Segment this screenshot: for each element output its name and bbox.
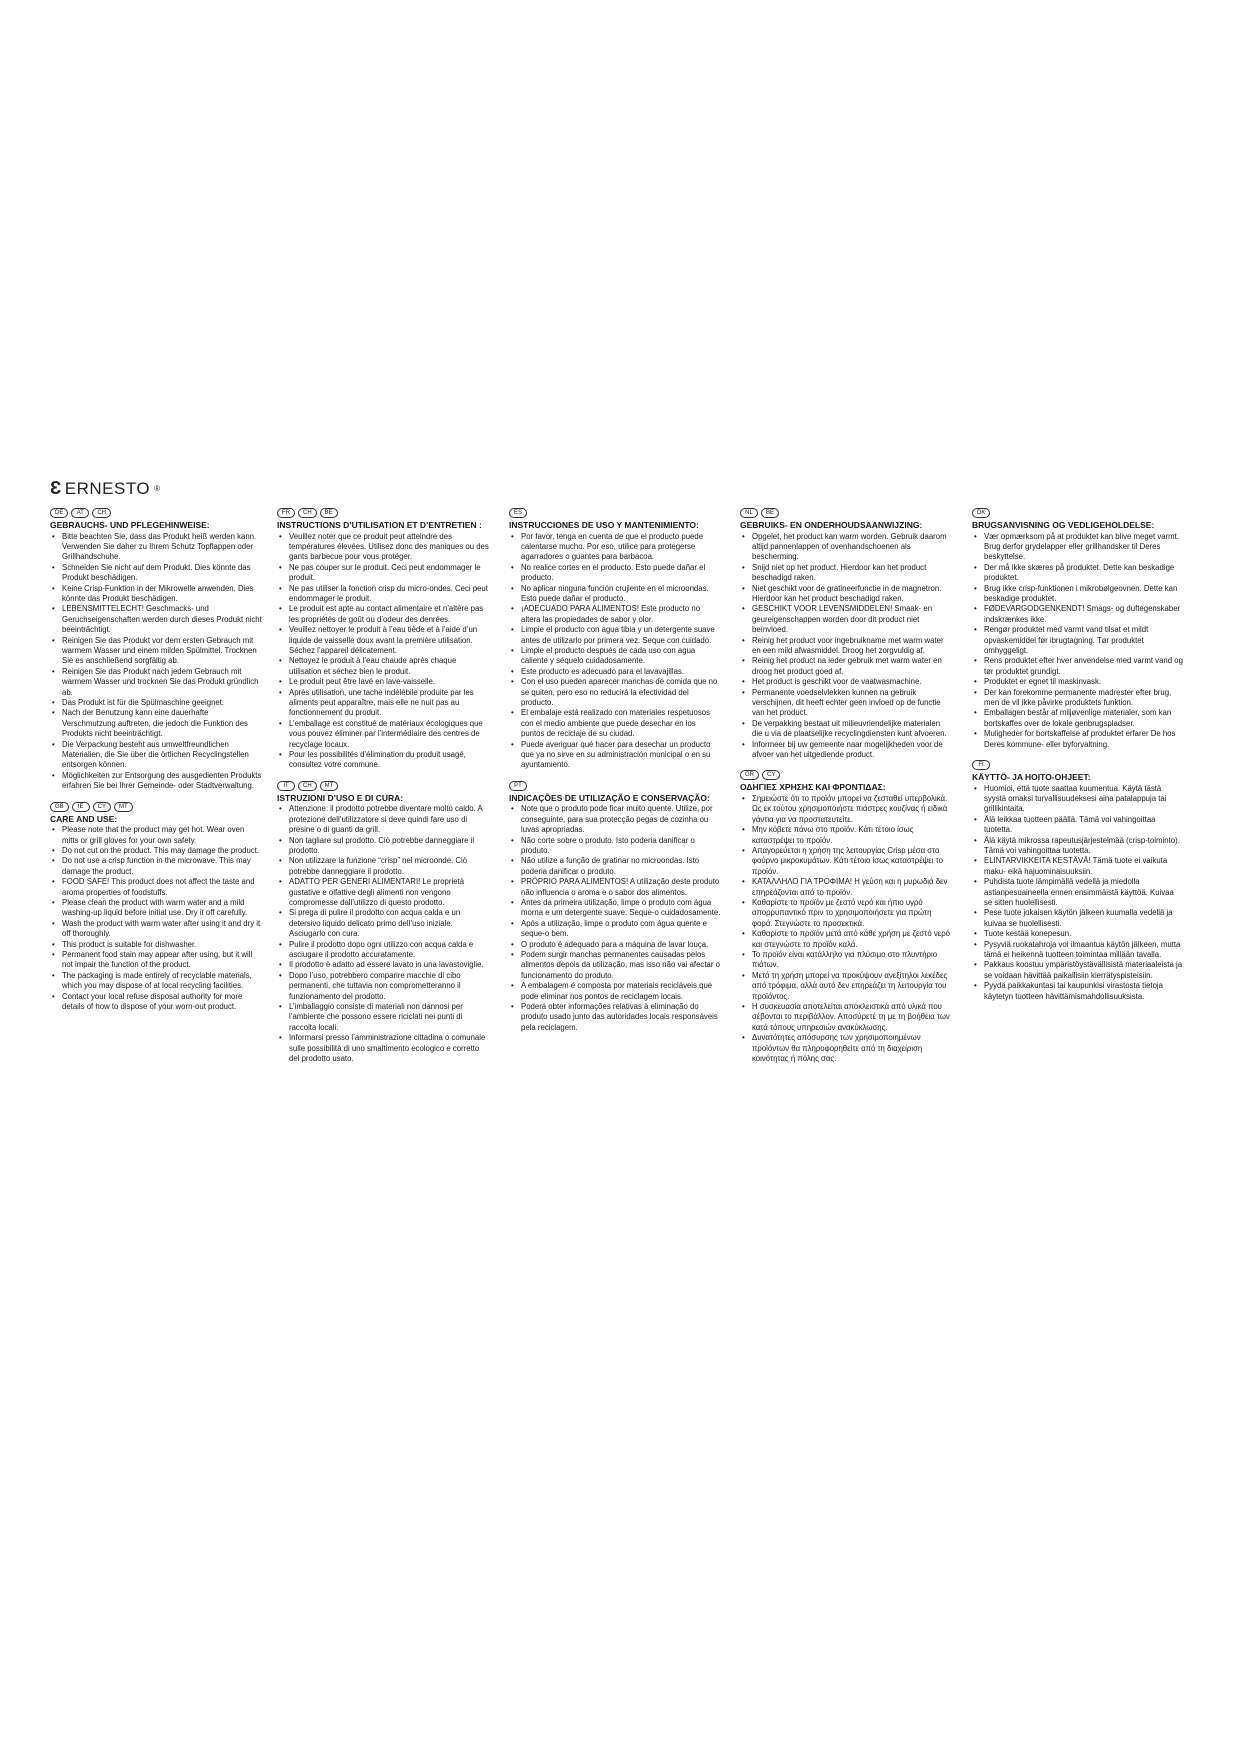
list-item: • Não utilize a função de gratinar no microondas. Isto poderia danificar o produto. (509, 856, 721, 877)
list-item: • Antes da primeira utilização, limpe o produto com água morna e um detergente suave. Seque-o cuidadosamente. (509, 898, 721, 919)
column-1 (50, 508, 262, 1022)
country-badge: GR (740, 770, 759, 780)
country-badge: ES (509, 508, 527, 518)
country-badges (277, 781, 489, 791)
list-item: • Wash the product with warm water after using it and dry it off thoroughly. (50, 919, 262, 940)
instruction-list (972, 784, 1184, 1003)
language-section (50, 508, 262, 792)
list-item: • Reinigen Sie das Produkt nach jedem Gebrauch mit warmem Wasser und trocknen Sie das Produkt gründlich ab. (50, 667, 262, 698)
list-item: • Podem surgir manchas permanentes causadas pelos alimentos depois da utilização, mas isso não vai afectar o funcionamento do produto. (509, 950, 721, 981)
country-badges (50, 508, 262, 518)
country-badges (740, 508, 952, 518)
brand-mark-icon: Ɛ (50, 478, 62, 498)
list-item: • Möglichkeiten zur Entsorgung des ausgedienten Produkts erfahren Sie bei Ihrer Gemeinde- oder Stadtverwaltung. (50, 771, 262, 792)
list-item: • PRÓPRIO PARA ALIMENTOS! A utilização deste produto não influencia o aroma e o sabor dos alimentos. (509, 877, 721, 898)
country-badge: GB (50, 802, 69, 812)
country-badge: BE (320, 508, 338, 518)
list-item: • Após a utilização, limpe o produto com água quente e seque-o bem. (509, 919, 721, 940)
country-badge: BE (761, 508, 779, 518)
list-item: • Keine Crisp-Funktion in der Mikrowelle anwenden. Dies könnte das Produkt beschädigen. (50, 584, 262, 605)
section-title: CARE AND USE: (50, 813, 118, 824)
list-item: • Καθαρίστε το προϊόν μετά από κάθε χρήση με ζεστό νερό και στεγνώστε το προϊόν καλά. (740, 929, 952, 950)
column-2 (277, 508, 489, 1075)
list-item: • Do not use a crisp function in the microwave. This may damage the product. (50, 856, 262, 877)
list-item: • Pese tuote jokaisen käytön jälkeen kuumalla vedellä ja kuivaa se huolellisesti. (972, 908, 1184, 929)
list-item: • Der må ikke skæres på produktet. Dette kan beskadige produktet. (972, 563, 1184, 584)
country-badge: IT (277, 781, 295, 791)
instruction-list (740, 794, 952, 1065)
language-section (972, 508, 1184, 750)
country-badge: AT (71, 508, 89, 518)
list-item: • Reinigen Sie das Produkt vor dem ersten Gebrauch mit warmem Wasser und einem milden Spülmittel. Trocknen Sie es anschließend sorgfältig ab. (50, 636, 262, 667)
list-item: • Vær opmærksom på at produktet kan blive meget varmt. Brug derfor grydelapper eller grillhandsker til Deres beskyttelse. (972, 532, 1184, 563)
language-section (509, 508, 721, 771)
list-item: • Απαγορεύεται η χρήση της λειτουργίας Crisp μέσα στο φούρνο μικροκυμάτων. Κάτι τέτοιο ίσως καταστρέψει το προϊόν. (740, 846, 952, 877)
list-item: • Δυνατότητες απόσυρσης των χρησιμοποιημένων προϊόντων θα πληροφορηθείτε από τη διαχείριση κοινότητας ή πόλης σας. (740, 1033, 952, 1064)
list-item: • ΚΑΤΑΛΛΗΛΟ ΓΙΑ ΤΡΟΦΙΜΑ! Η γεύση και η μυρωδιά δεν επηρεάζονται από το προϊόν. (740, 877, 952, 898)
list-item: • Älä käytä mikrossa rapeutusjärjestelmää (crisp-toiminto). Tämä voi vahingoittaa tuotetta. (972, 836, 1184, 857)
section-title: INSTRUCTIONS D’UTILISATION ET D’ENTRETIEN : (277, 520, 482, 530)
list-item: • Il prodotto è adatto ad essere lavato in una lavastoviglie. (277, 960, 489, 970)
list-item: • Le produit peut être lavé en lave-vaisselle. (277, 677, 489, 687)
country-badge: FI (972, 760, 990, 770)
list-item: • Limpie el producto después de cada uso con agua caliente y séquelo cuidadosamente. (509, 646, 721, 667)
list-item: • Älä leikkaa tuotteen päällä. Tämä voi vahingoittaa tuotetta. (972, 815, 1184, 836)
list-item: • Η συσκευασία αποτελείται αποκλειστικά από υλικά που σέβονται το περιβάλλον. Αποσύρετέ τη με τη βοήθεια των κατά τόπους υπηρεσιών ανακύκλωσης. (740, 1002, 952, 1033)
section-title: GEBRUIKS- EN ONDERHOUDSAANWIJZING: (740, 520, 923, 530)
list-item: • Μην κόβετε πάνω στο προϊόν. Κάτι τέτοιο ίσως καταστρέψει το προϊόν. (740, 825, 952, 846)
list-item: • Informarsi presso l’amministrazione cittadina o comunale sulle possibilità di uno smaltimento ecologico e corretto del prodotto usato. (277, 1033, 489, 1064)
country-badge: FR (277, 508, 295, 518)
country-badges (972, 760, 1184, 770)
instruction-list (740, 532, 952, 761)
instruction-list (509, 532, 721, 771)
country-badge: CH (298, 508, 317, 518)
instruction-list (972, 532, 1184, 751)
country-badges (50, 802, 262, 812)
list-item: • Ne pas utiliser la fonction crisp du micro-ondes. Ceci peut endommager le produit. (277, 584, 489, 605)
brand-name: ERNESTO (64, 478, 151, 498)
list-item: • Produktet er egnet til maskinvask. (972, 677, 1184, 687)
list-item: • ¡ADECUADO PARA ALIMENTOS! Este producto no altera las propiedades de sabor y olor. (509, 604, 721, 625)
list-item: • Pour les possibilités d’élimination du produit usagé, consultez votre commune. (277, 750, 489, 771)
list-item: • Por favor, tenga en cuenta de que el producto puede calentarse mucho. Por eso, utilice para protegerse agarradores o guantes para barbacoa. (509, 532, 721, 563)
list-item: • Σημειώστε ότι το προϊόν μπορεί να ζεσταθεί υπερβολικά. Ως εκ τούτου χρησιμοποιήστε πιάστρες κουζίνας ή ειδικά γάντια για να προστατευτείτε. (740, 794, 952, 825)
list-item: • Please clean the product with warm water and a mild washing-up liquid before initial use. Dry it off carefully. (50, 898, 262, 919)
list-item: • Brug ikke crisp-funktionen i mikrobølgeovnen. Dette kan beskadige produktet. (972, 584, 1184, 605)
country-badge: NL (740, 508, 758, 518)
list-item: • Note que o produto pode ficar muito quente. Utilize, por conseguinte, para sua protecção pegas de cozinha ou luvas apropriadas. (509, 804, 721, 835)
section-title: ISTRUZIONI D’USO E DI CURA: (277, 792, 404, 803)
list-item: • The packaging is made entirely of recyclable materials, which you may dispose of at local recycling facilities. (50, 971, 262, 992)
list-item: • Con el uso pueden aparecer manchas de comida que no se quiten, pero eso no reducirá la efectividad del producto. (509, 677, 721, 708)
country-badge: PT (509, 781, 527, 791)
list-item: • De verpakking bestaat uit milieuvriendelijke materialen die u via de plaatselijke recyclingdiensten kunt afvoeren. (740, 719, 952, 740)
country-badge: MT (114, 802, 133, 812)
language-section (50, 802, 262, 1013)
instruction-list (509, 804, 721, 1033)
section-title: INDICAÇÕES DE UTILIZAÇÃO E CONSERVAÇÃO: (509, 792, 710, 803)
column-3 (509, 508, 721, 1043)
country-badges (972, 508, 1184, 518)
list-item: • Le produit est apte au contact alimentaire et n’altère pas les propriétés de goût ou d’odeur des denrées. (277, 604, 489, 625)
list-item: • Nettoyez le produit à l’eau chaude après chaque utilisation et séchez bien le produit. (277, 656, 489, 677)
instruction-list (50, 825, 262, 1012)
list-item: • A embalagem é composta por materiais recicláveis que pode eliminar nos pontos de reciclagem locais. (509, 981, 721, 1002)
list-item: • This product is suitable for dishwasher. (50, 940, 262, 950)
list-item: • Veuillez noter que ce produit peut atteindre des températures élevées. Utilisez donc des maniques ou des gants barbecue pour vous protéger. (277, 532, 489, 563)
list-item: • Reinig het product voor ingebruikname met warm water en een mild afwasmiddel. Droog het zorgvuldig af. (740, 636, 952, 657)
list-item: • L’emballage est constitué de matériaux écologiques que vous pouvez éliminer par l’intermédiaire des centres de recyclage locaux. (277, 719, 489, 750)
list-item: • Das Produkt ist für die Spülmaschine geeignet. (50, 698, 262, 708)
column-4 (740, 508, 952, 1075)
list-item: • Tuote kestää konepesun. (972, 929, 1184, 939)
list-item: • Emballagen består af miljøvenlige materialer, som kan bortskaffes over de lokale genbrugspladser. (972, 708, 1184, 729)
country-badges (509, 781, 721, 791)
language-section (740, 770, 952, 1064)
list-item: • Pulire il prodotto dopo ogni utilizzo con acqua calda e asciugare il prodotto accuratamente. (277, 940, 489, 961)
list-item: • Non tagliare sul prodotto. Ciò potrebbe danneggiare il prodotto. (277, 836, 489, 857)
list-item: • Die Verpackung besteht aus umweltfreundlichen Materialien, die Sie über die örtlichen Recyclingstellen entsorgen können. (50, 740, 262, 771)
list-item: • No realice cortes en el producto. Esto puede dañar el producto. (509, 563, 721, 584)
country-badge: DK (972, 508, 990, 518)
country-badge: CH (298, 781, 317, 791)
list-item: • El embalaje está realizado con materiales respetuosos con el medio ambiente que puede desechar en los puntos de reciclaje de su ciudad. (509, 708, 721, 739)
list-item: • Après utilisation, une tache indélébile produite par les aliments peut apparaître, mais elle ne nuit pas au fonctionnement du produit. (277, 688, 489, 719)
list-item: • Do not cut on the product. This may damage the product. (50, 846, 262, 856)
list-item: • FØDEVARGODGENKENDT! Smags- og duftegenskaber indskrænkes ikke. (972, 604, 1184, 625)
list-item: • Reinig het product na ieder gebruik met warm water en droog het product goed af. (740, 656, 952, 677)
list-item: • Bitte beachten Sie, dass das Produkt heiß werden kann. Verwenden Sie daher zu Ihrem Schutz Topflappen oder Grillhandschuhe. (50, 532, 262, 563)
instruction-list (50, 532, 262, 792)
list-item: • Pakkaus koostuu ympäristöystävällisistä materiaaleista ja se voidaan hävittää paikallisiin kierrätyspisteisiin. (972, 960, 1184, 981)
language-section (277, 508, 489, 771)
country-badge: IE (72, 802, 90, 812)
registered-mark: ® (154, 484, 161, 493)
list-item: • Rengør produktet med varmt vand tilsat et mildt opvaskemiddel før ibrugtagning. Tør produktet omhyggeligt. (972, 625, 1184, 656)
country-badges (277, 508, 489, 518)
list-item: • LEBENSMITTELECHT! Geschmacks- und Geruchseigenschaften werden durch dieses Produkt nicht beeinträchtigt. (50, 604, 262, 635)
list-item: • Het product is geschikt voor de vaatwasmachine. (740, 677, 952, 687)
list-item: • Veuillez nettoyer le produit à l’eau tiède et à l’aide d’un liquide de vaisselle doux avant la première utilisation. Séchez l’appareil délicatement. (277, 625, 489, 656)
list-item: • Não corte sobre o produto. Isto poderia danificar o produto. (509, 836, 721, 857)
list-item: • Ne pas couper sur le produit. Ceci peut endommager le produit. (277, 563, 489, 584)
language-section (509, 781, 721, 1033)
section-title: ΟΔΗΓΙΕΣ ΧΡΗΣΗΣ ΚΑΙ ΦΡΟΝΤΙΔΑΣ: (740, 782, 886, 793)
list-item: • O produto é adequado para a máquina de lavar louça. (509, 940, 721, 950)
list-item: • Dopo l’uso, potrebbero comparire macchie di cibo permanenti, che tuttavia non comprometteranno il funzionamento del prodotto. (277, 971, 489, 1002)
country-badges (740, 770, 952, 780)
language-section (972, 760, 1184, 1002)
list-item: • Puede averiguar qué hacer para desechar un producto que ya no sirve en su administración municipal o en su ayuntamiento. (509, 740, 721, 771)
list-item: • Puhdista tuote lämpimällä vedellä ja miedolla astianpesuaineella ennen ensimmäistä käyttöä. Kuivaa se sitten huolellisesti. (972, 877, 1184, 908)
list-item: • Permanente voedselvlekken kunnen na gebruik verschijnen, dit heeft echter geen invloed op de functie van het product. (740, 688, 952, 719)
section-title: BRUGSANVISNING OG VEDLIGEHOLDELSE: (972, 520, 1155, 530)
list-item: • Schneiden Sie nicht auf dem Produkt. Dies könnte das Produkt beschädigen. (50, 563, 262, 584)
list-item: • Nach der Benutzung kann eine dauerhafte Verschmutzung auftreten, die jedoch die Funktion des Produkts nicht beeinträchtigt. (50, 708, 262, 739)
list-item: • GESCHIKT VOOR LEVENSMIDDELEN! Smaak- en geureigenschappen worden door dit product niet beïnvloed. (740, 604, 952, 635)
country-badges (509, 508, 721, 518)
language-section (277, 781, 489, 1065)
list-item: • Contact your local refuse disposal authority for more details of how to dispose of your worn-out product. (50, 992, 262, 1013)
section-title: GEBRAUCHS- UND PFLEGEHINWEISE: (50, 520, 210, 530)
country-badge: CH (92, 508, 111, 518)
list-item: • Permanent food stain may appear after using, but it will not impair the function of the product. (50, 950, 262, 971)
list-item: • ADATTO PER GENERI ALIMENTARI! Le proprietà gustative e olfattive degli alimenti non vengono compromesse dall’utilizzo di questo prodotto. (277, 877, 489, 908)
instruction-list (277, 804, 489, 1064)
country-badge: CY (93, 802, 111, 812)
list-item: • Attenzione: il prodotto potrebbe diventare molto caldo. A protezione dell’utilizzatore si deve quindi fare uso di presine o di guanti da grill. (277, 804, 489, 835)
list-item: • Snijd niet op het product. Hierdoor kan het product beschadigd raken. (740, 563, 952, 584)
country-badge: DE (50, 508, 68, 518)
list-item: • Este producto es adecuado para el lavavajillas. (509, 667, 721, 677)
list-item: • Limpie el producto con agua tibia y un detergente suave antes de utilizarlo por primera vez. Seque con cuidado. (509, 625, 721, 646)
list-item: • Der kan forekomme permanente madrester efter brug, men de vil ikke påvirke produktets funktion. (972, 688, 1184, 709)
list-item: • Καθαρίστε το προϊόν με ζεστό νερό και ήπιο υγρό απορρυπαντικό πριν το χρησιμοποιήσετε για πρώτη φορά. Στεγνώστε το προσεκτικά. (740, 898, 952, 929)
list-item: • Το προϊόν είναι κατάλληλο για πλύσιμο στο πλυντήριο πιάτων. (740, 950, 952, 971)
list-item: • Pysyviä ruokatahroja voi ilmaantua käytön jälkeen, mutta tämä ei heikennä tuotteen toimintaa millään tavalla. (972, 940, 1184, 961)
list-item: • Non utilizzare la funzione “crisp” nel microonde. Ciò potrebbe danneggiare il prodotto. (277, 856, 489, 877)
country-badge: MT (320, 781, 339, 791)
section-title: KÄYTTÖ- JA HOITO-OHJEET: (972, 772, 1091, 783)
list-item: • Rens produktet efter hver anvendelse med varmt vand og tør produktet grundigt. (972, 656, 1184, 677)
list-item: • Muligheder for bortskaffelse af produktet erfarer De hos Deres kommune- eller byforvaltning. (972, 729, 1184, 750)
instruction-list (277, 532, 489, 771)
list-item: • Niet geschikt voor de gratineerfunctie in de magnetron. Hierdoor kan het product beschadigd raken. (740, 584, 952, 605)
column-5 (972, 508, 1184, 1012)
list-item: • Pyydä paikkakuntasi tai kaupunkisi virastosta tietoja käytetyn tuotteen hävittämismahdollisuuksista. (972, 981, 1184, 1002)
list-item: • FOOD SAFE! This product does not affect the taste and aroma properties of foodstuffs. (50, 877, 262, 898)
list-item: • Μετά τη χρήση μπορεί να προκύψουν ανεξίτηλοι λεκέδες από τρόφιμα, αλλά αυτό δεν επηρεάζει τη λειτουργία του προϊόντος. (740, 971, 952, 1002)
list-item: • ELINTARVIKKEITA KESTÄVÄ! Tämä tuote ei vaikuta maku- eikä hajuominaisuuksiin. (972, 856, 1184, 877)
list-item: • Informeer bij uw gemeente naar mogelijkheden voor de afvoer van het uitgediende product. (740, 740, 952, 761)
list-item: • Si prega di pulire il prodotto con acqua calda e un detersivo liquido delicato primo dell’uso iniziale. Asciugarlo con cura. (277, 908, 489, 939)
list-item: • Poderá obter informações relativas à eliminação do produto usado junto das autoridades locais responsáveis pela reciclagem. (509, 1002, 721, 1033)
brand-logo (50, 478, 161, 499)
list-item: • Please note that the product may get hot. Wear oven mitts or grill gloves for your own safety. (50, 825, 262, 846)
list-item: • Opgelet, het product kan warm worden. Gebruik daarom altijd pannenlappen of ovenhandschoenen als bescherming. (740, 532, 952, 563)
language-section (740, 508, 952, 760)
section-title: INSTRUCCIONES DE USO Y MANTENIMIENTO: (509, 520, 699, 530)
list-item: • L’imballaggio consiste di materiali non dannosi per l’ambiente che possono essere riciclati nei punti di raccolta locali. (277, 1002, 489, 1033)
country-badge: CY (762, 770, 780, 780)
list-item: • Huomioi, että tuote saattaa kuumentua. Käytä tästä syystä omaksi turvallisuudeksesi aina patalappuja tai grillikintaita. (972, 784, 1184, 815)
list-item: • No aplicar ninguna función crujiente en el microondas. Esto puede dañar el producto. (509, 584, 721, 605)
